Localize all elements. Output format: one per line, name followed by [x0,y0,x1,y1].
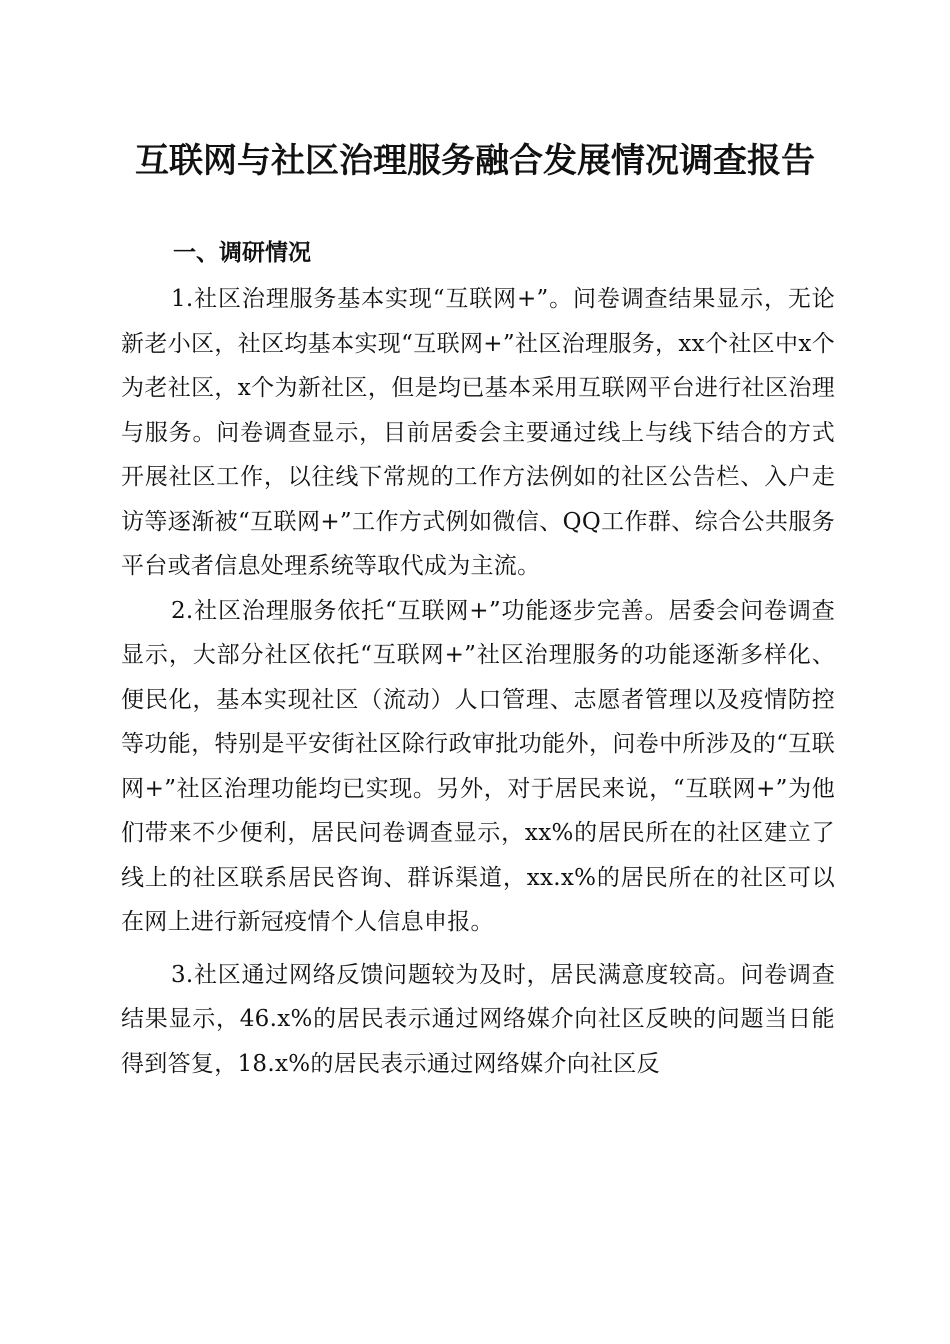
section-heading: 一、调研情况 [173,240,311,266]
document-body [121,277,835,1086]
document-title: 互联网与社区治理服务融合发展情况调查报告 [135,141,815,181]
paragraph-1: 1.社区治理服务基本实现“互联网+”。问卷调查结果显示，无论新老小区，社区均基本实现“互联网+”社区治理服务，xx个社区中x个为老社区，x个为新社区，但是均已基本采用互联网平台进行社区治理与服务。问卷调查显示，目前居委会主要通过线上与线下结合的方式开展社区工作，以往线下常规的工作方法例如的社区公告栏、入户走访等逐渐被“互联网+”工作方式例如微信、QQ工作群、综合公共服务平台或者信息处理系统等取代成为主流。 [121,286,835,579]
paragraph-3: 3.社区通过网络反馈问题较为及时，居民满意度较高。问卷调查结果显示，46.x%的居民表示通过网络媒介向社区反映的问题当日能得到答复，18.x%的居民表示通过网络媒介向社区反 [121,961,835,1077]
paragraph-2: 2.社区治理服务依托“互联网+”功能逐步完善。居委会问卷调查显示，大部分社区依托“互联网+”社区治理服务的功能逐渐多样化、便民化，基本实现社区（流动）人口管理、志愿者管理以及疫情防控等功能，特别是平安街社区除行政审批功能外，问卷中所涉及的“互联网+”社区治理功能均已实现。另外，对于居民来说，“互联网+”为他们带来不少便利，居民问卷调查显示，xx%的居民所在的社区建立了线上的社区联系居民咨询、群诉渠道，xx.x%的居民所在的社区可以在网上进行新冠疫情个人信息申报。 [121,597,835,935]
